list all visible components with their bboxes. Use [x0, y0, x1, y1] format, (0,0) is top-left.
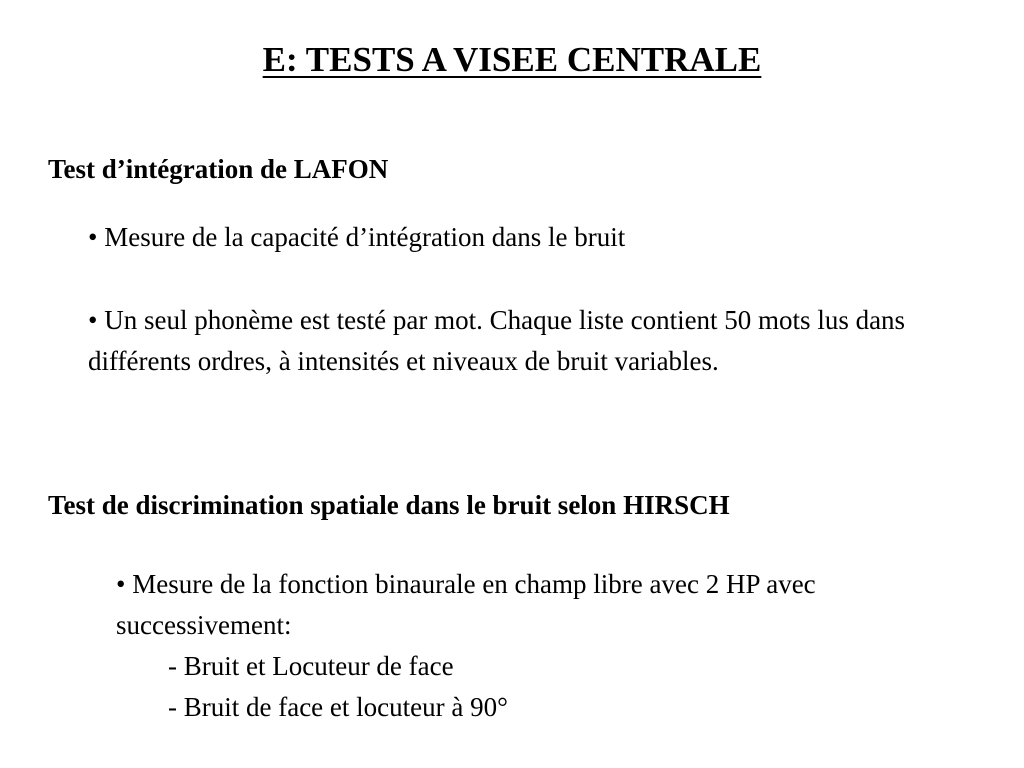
bullet-hirsch-measure: • Mesure de la fonction binaurale en champ libre avec 2 HP avec successivement:: [116, 569, 816, 640]
section-heading-hirsch: Test de discrimination spatiale dans le bruit selon HIRSCH: [48, 490, 730, 520]
subitem-speaker-90: - Bruit de face et locuteur à 90°: [168, 692, 508, 722]
section-heading-lafon: Test d’intégration de LAFON: [48, 154, 389, 184]
bullet-lafon-measure: • Mesure de la capacité d’intégration dans le bruit: [88, 222, 626, 252]
bullet-lafon-phoneme: • Un seul phonème est testé par mot. Chaque liste contient 50 mots lus dans différents ordres, à intensités et niveaux de bruit variables.: [88, 305, 906, 376]
subitem-noise-speaker-front: - Bruit et Locuteur de face: [168, 651, 454, 681]
slide-title: E: TESTS A VISEE CENTRALE: [262, 40, 762, 79]
